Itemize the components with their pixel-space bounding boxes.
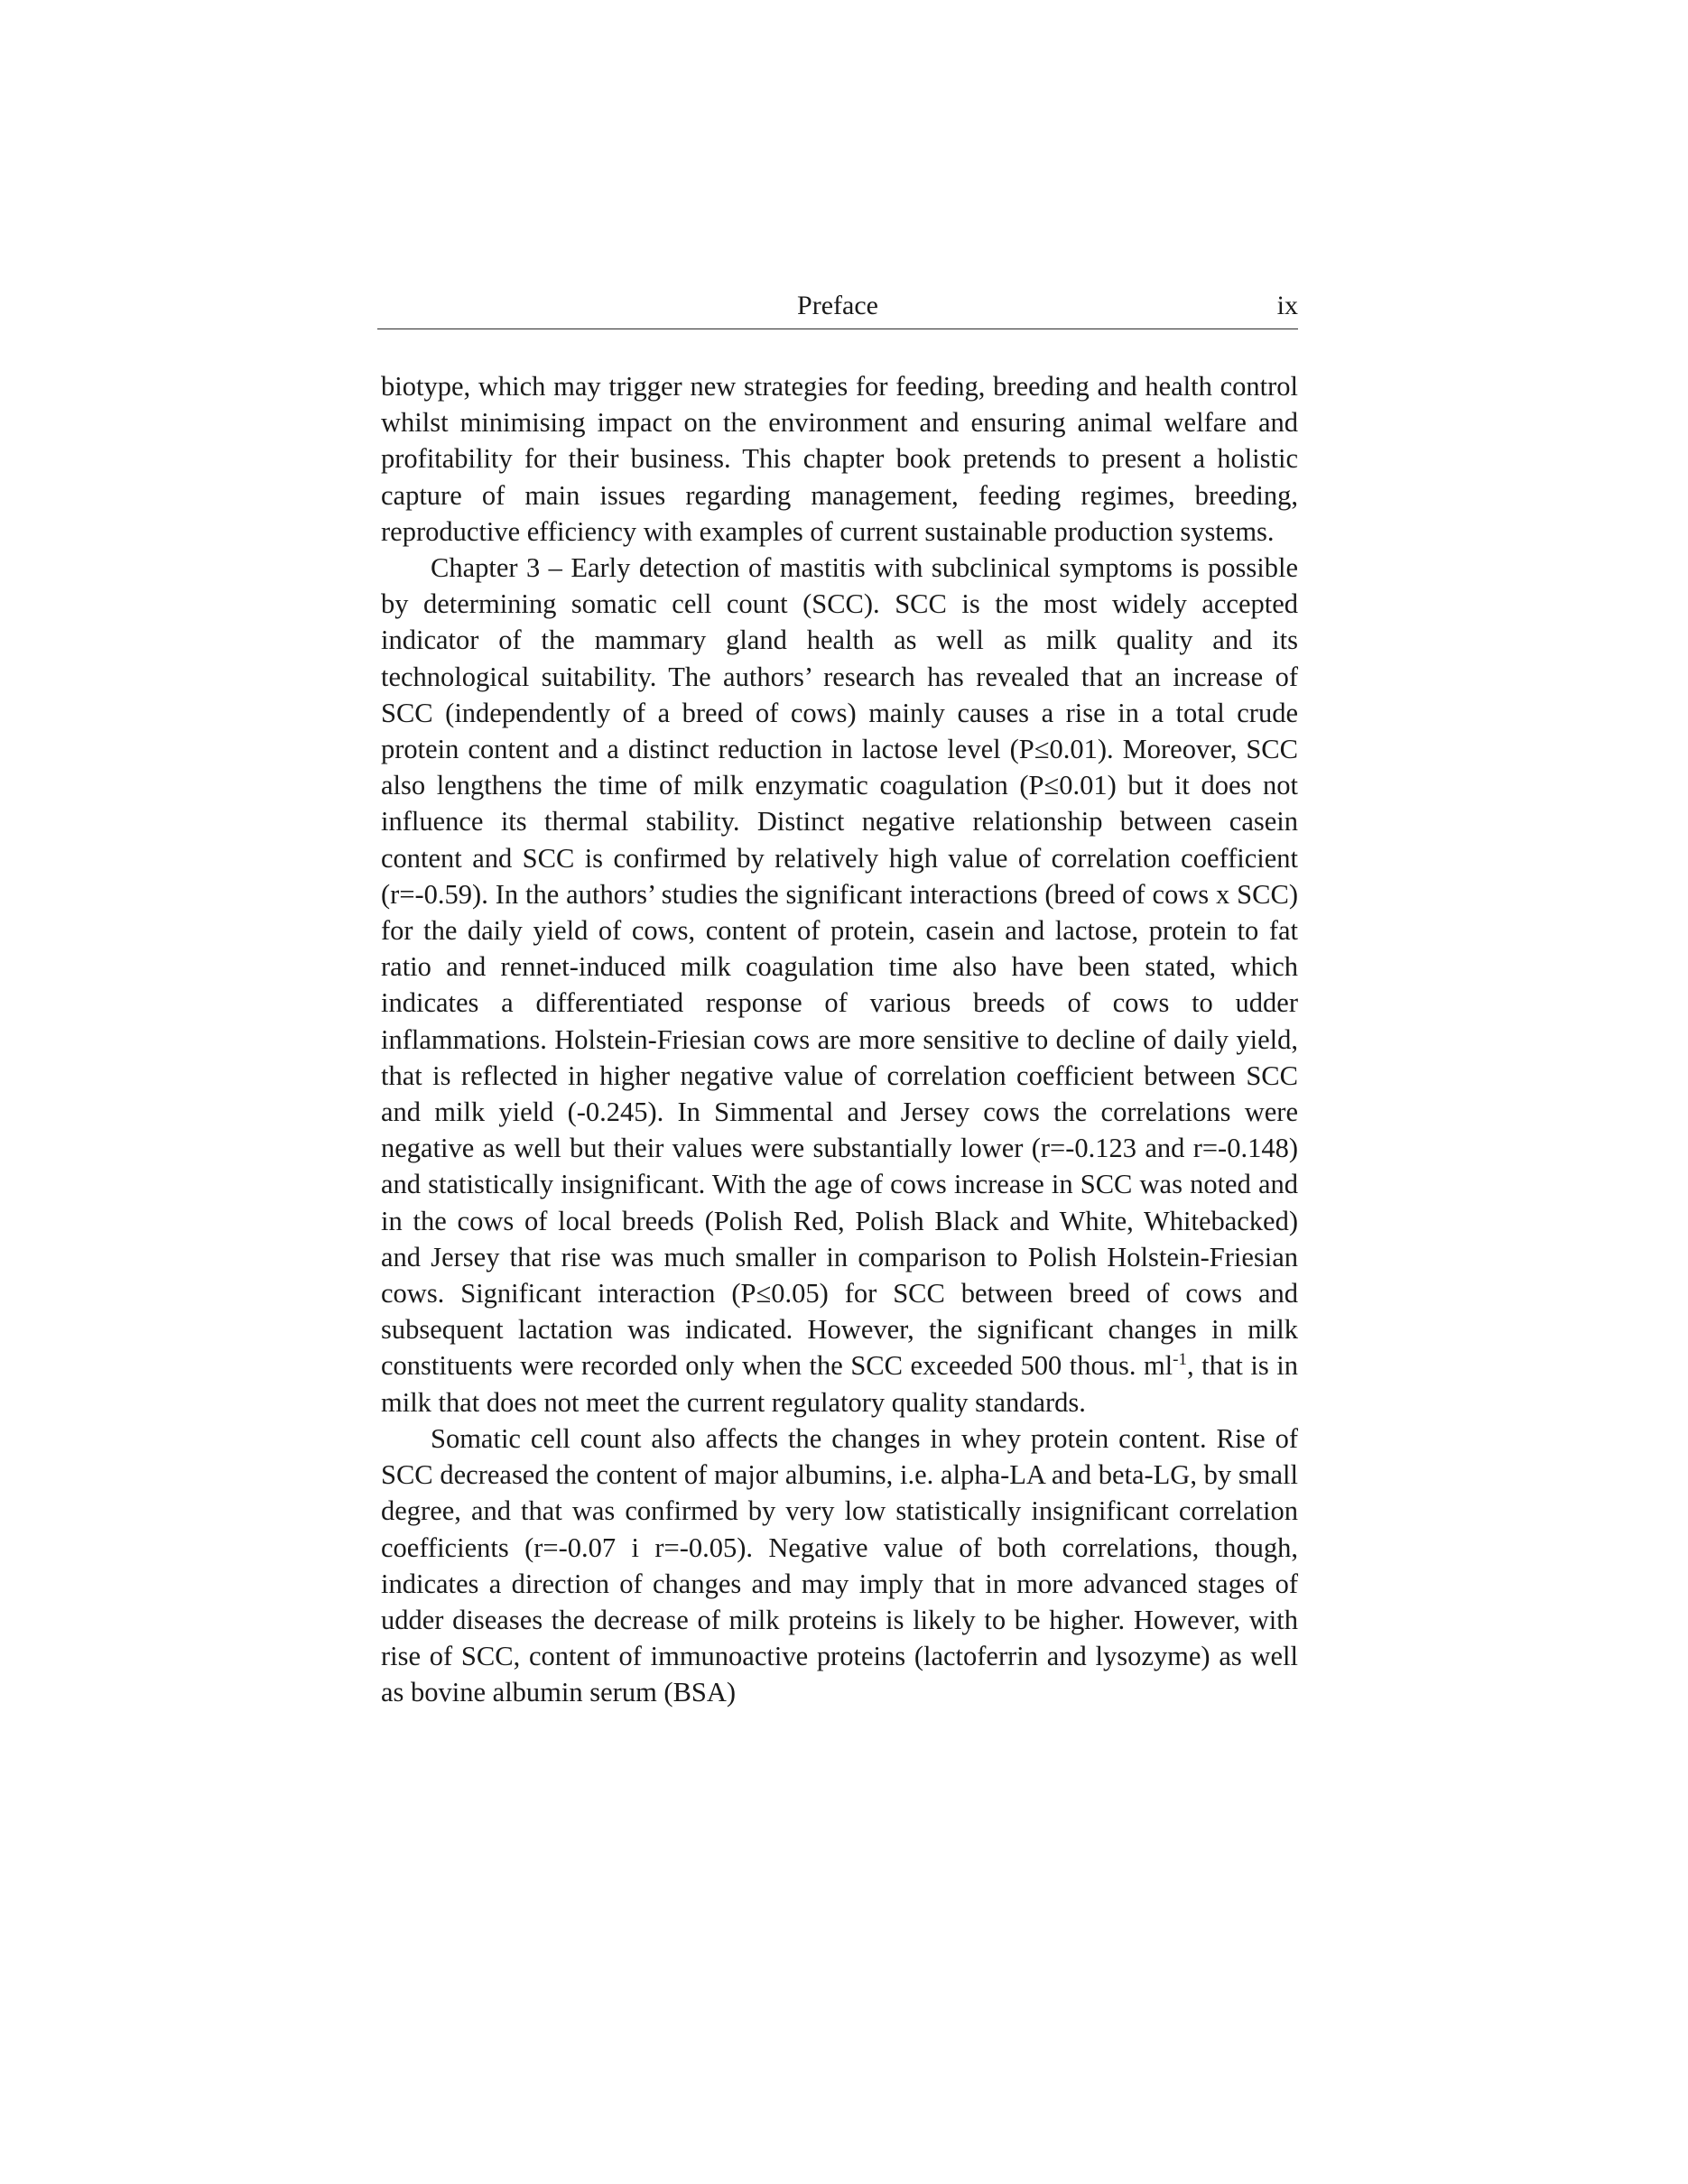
body-text: [381, 368, 1298, 1711]
superscript-exponent: -1: [1173, 1350, 1187, 1370]
paragraph-text: , that is in milk that does not meet the current regulatory quality standards.: [381, 1350, 1298, 1418]
paragraph-whey-protein: Somatic cell count also affects the changes in whey protein content. Rise of SCC decreased the content of major albumins, i.e. alpha-LA and beta-LG, by small degree, and that was confirmed by very low statistically insignificant correlation coefficients (r=-0.07 i r=-0.05). Negative value of both correlations, though, indicates a direction of changes and may imply that in more advanced stages of udder diseases the decrease of milk proteins is likely to be higher. However, with rise of SCC, content of immunoactive proteins (lactoferrin and lysozyme) as well as bovine albumin serum (BSA): [381, 1422, 1298, 1708]
running-title: Preface: [797, 291, 878, 320]
paragraph-text: Chapter 3 – Early detection of mastitis with subclinical symptoms is possible by determining somatic cell count (SCC). SCC is the most widely accepted indicator of the mammary gland health as well as milk quality and its technological suitability. The authors’ research has revealed that an increase of SCC (independently of a breed of cows) mainly causes a rise in a total crude protein content and a distinct reduction in lactose level (P≤0.01). Moreover, SCC also lengthens the time of milk enzymatic coagulation (P≤0.01) but it does not influence its thermal stability. Distinct negative relationship between casein content and SCC is confirmed by relatively high value of correlation coefficient (r=-0.59). In the authors’ studies the significant interactions (breed of cows x SCC) for the daily yield of cows, content of protein, casein and lactose, protein to fat ratio and rennet-induced milk coagulation time also have been stated, which indicates a differentiated response of various breeds of cows to udder inflammations. Holstein-Friesian cows are more sensitive to decline of daily yield, that is reflected in higher negative value of correlation coefficient between SCC and milk yield (-0.245). In Simmental and Jersey cows the correlations were negative as well but their values were substantially lower (r=-0.123 and r=-0.148) and statistically insignificant. With the age of cows increase in SCC was noted and in the cows of local breeds (Polish Red, Polish Black and White, Whitebacked) and Jersey that rise was much smaller in comparison to Polish Holstein-Friesian cows. Significant interaction (P≤0.05) for SCC between breed of cows and subsequent lactation was indicated. However, the significant changes in milk constituents were recorded only when the SCC exceeded 500 thous. ml: [381, 552, 1298, 1382]
page-number: ix: [1276, 291, 1298, 320]
paragraph-chapter-3: [381, 550, 1298, 1421]
running-header: [377, 287, 1298, 329]
paragraph-continuation: biotype, which may trigger new strategies for feeding, breeding and health control whilst minimising impact on the environment and ensuring animal welfare and profitability for their business. This chapter book pretends to present a holistic capture of main issues regarding management, feeding regimes, breeding, reproductive efficiency with examples of current sustainable production systems.: [381, 371, 1298, 547]
